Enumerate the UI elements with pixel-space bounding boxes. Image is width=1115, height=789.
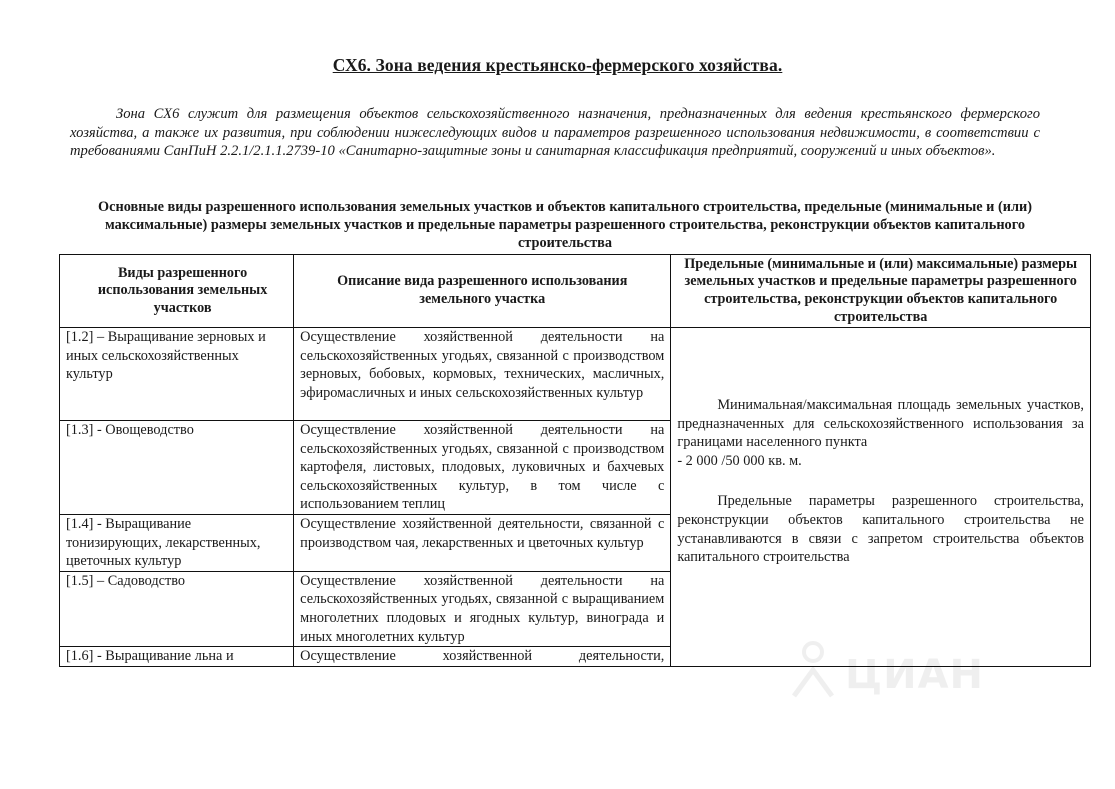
land-use-type-cell: [1.6] - Выращивание льна и	[60, 647, 294, 667]
table-row	[60, 328, 1091, 421]
page-title: СХ6. Зона ведения крестьянско-фермерского хозяйства.	[332, 55, 783, 75]
description-cell: Осуществление хозяйственной деятельности, связанной с производством чая, лекарственных и цветочных культур	[294, 515, 671, 572]
watermark-text: ЦИАН	[845, 652, 985, 698]
land-use-type-cell: [1.5] – Садоводство	[60, 571, 294, 646]
area-limit-text: Минимальная/максимальная площадь земельных участков, предназначенных для сельскохозяйственного использования за границами населенного пункта	[677, 397, 1084, 451]
person-pin-icon	[790, 640, 836, 700]
description-cell: Осуществление хозяйственной деятельности на сельскохозяйственных угодьях, связанной с производством картофеля, листовых, плодовых, луковичных и бахчевых сельскохозяйственных культур, в том числе с использованием теплиц	[294, 421, 671, 515]
table-header-row	[60, 255, 1091, 328]
header-limits: Предельные (минимальные и (или) максимальные) размеры земельных участков и предельные параметры разрешенного строительства, реконструкции объектов капитального строительства	[671, 255, 1091, 328]
land-use-type-cell: [1.3] - Овощеводство	[60, 421, 294, 515]
description-cell: Осуществление хозяйственной деятельности на сельскохозяйственных угодьях, связанной с производством зерновых, бобовых, кормовых, технических, масличных, эфиромасличных и иных сельскохозяйственных культур	[294, 328, 671, 421]
area-limit-value: - 2 000 /50 000 кв. м.	[677, 452, 802, 469]
land-use-table	[59, 254, 1091, 667]
description-cell: Осуществление хозяйственной деятельности на сельскохозяйственных угодьях, связанной с выращиванием многолетних плодовых и ягодных культур, винограда и иных многолетних культур	[294, 571, 671, 646]
construction-limit-text: Предельные параметры разрешенного строительства, реконструкции объектов капитального строительства не устанавливаются в связи с запретом строительства объектов капитального строительства	[677, 493, 1084, 566]
description-cell: Осуществление хозяйственной деятельности,	[294, 647, 671, 667]
header-land-use-type: Виды разрешенного использования земельных участков	[60, 255, 294, 328]
intro-paragraph: Зона СХ6 служит для размещения объектов сельскохозяйственного назначения, предназначенных для ведения крестьянского фермерского хозяйства, а также их развития, при соблюдении нижеследующих видов и параметров разрешенного использования недвижимости, в соответствии с требованиями СанПиН 2.2.1/2.1.1.2739-10 «Санитарно-защитные зоны и санитарная классификация предприятий, сооружений и иных объектов».	[70, 106, 1040, 160]
land-use-type-cell: [1.4] - Выращивание тонизирующих, лекарственных, цветочных культур	[60, 515, 294, 572]
watermark	[790, 640, 990, 700]
limits-cell	[671, 328, 1091, 667]
table-heading: Основные виды разрешенного использования земельных участков и объектов капитального строительства, предельные (минимальные и (или) максимальные) размеры земельных участков и предельные параметры разрешенного строительства, реконструкции объектов капитального строительства	[98, 199, 1032, 251]
header-description: Описание вида разрешенного использования земельного участка	[294, 255, 671, 328]
land-use-type-cell: [1.2] – Выращивание зерновых и иных сельскохозяйственных культур	[60, 328, 294, 421]
